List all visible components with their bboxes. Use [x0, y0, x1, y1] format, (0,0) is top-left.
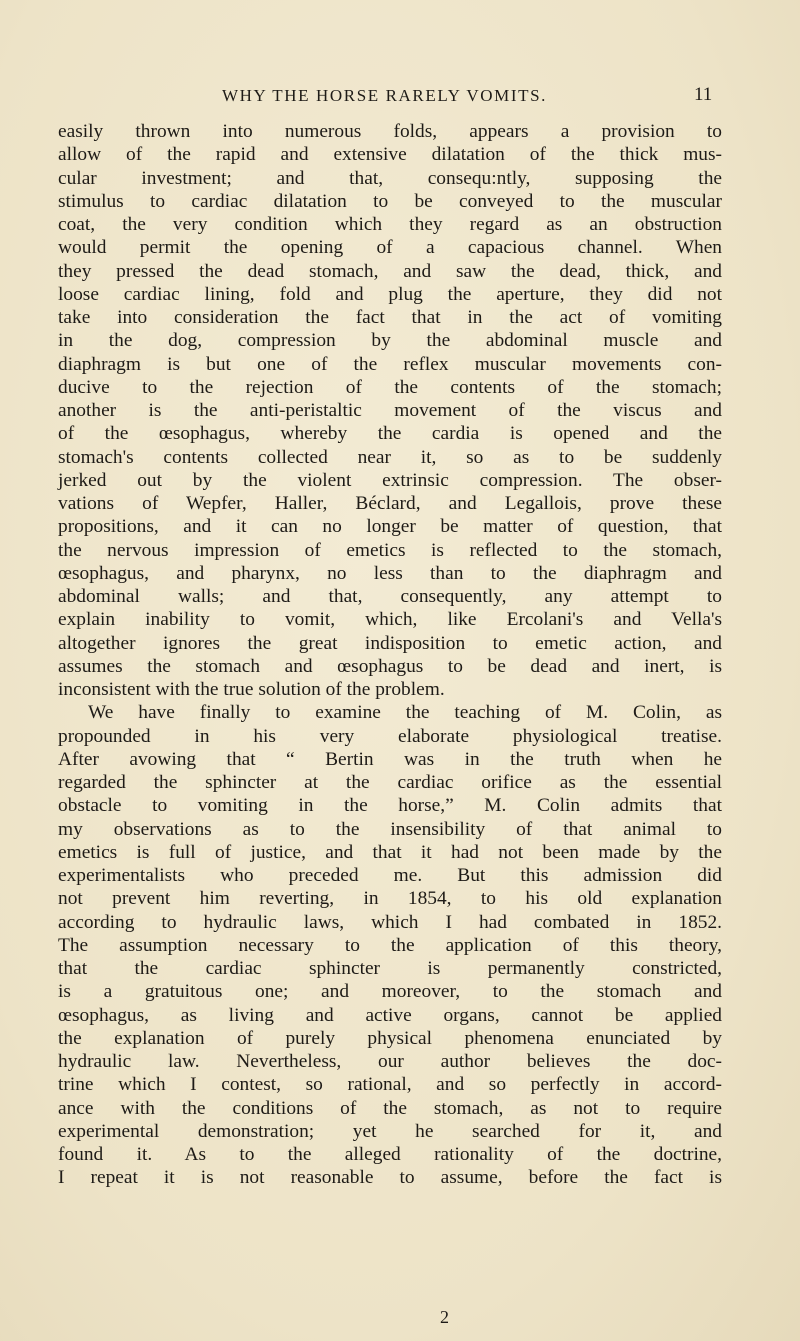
- paragraph-end-line: inconsistent with the true solution of the problem.: [58, 679, 445, 700]
- page-number: 11: [694, 84, 713, 105]
- text-line: altogether ignores the great indisposition to emetic action, and: [58, 632, 722, 654]
- text-line: propositions, and it can no longer be matter of question, that: [58, 516, 722, 538]
- text-line: cular investment; and that, consequ:ntly, supposing the: [58, 167, 722, 189]
- text-line: allow of the rapid and extensive dilatation of the thick mus-: [58, 144, 722, 166]
- text-line: they pressed the dead stomach, and saw the dead, thick, and: [58, 260, 722, 282]
- text-line: stomach's contents collected near it, so as to be suddenly: [58, 446, 722, 468]
- text-line: emetics is full of justice, and that it had not been made by the: [58, 841, 722, 863]
- text-line: diaphragm is but one of the reflex muscular movements con-: [58, 353, 722, 375]
- text-line: experimental demonstration; yet he searched for it, and: [58, 1120, 722, 1142]
- text-line: according to hydraulic laws, which I had combated in 1852.: [58, 911, 722, 933]
- text-line: After avowing that “ Bertin was in the truth when he: [58, 748, 722, 770]
- text-line: propounded in his very elaborate physiological treatise.: [58, 725, 722, 747]
- text-line: the nervous impression of emetics is reflected to the stomach,: [58, 539, 722, 561]
- text-line: jerked out by the violent extrinsic compression. The obser-: [58, 469, 722, 491]
- running-title: WHY THE HORSE RARELY VOMITS.: [222, 86, 548, 105]
- text-line: found it. As to the alleged rationality of the doctrine,: [58, 1144, 722, 1165]
- text-line: stimulus to cardiac dilatation to be conveyed to the muscular: [58, 190, 722, 212]
- running-head: [0, 86, 800, 110]
- text-line: not prevent him reverting, in 1854, to his old explanation: [58, 888, 722, 910]
- text-line: loose cardiac lining, fold and plug the aperture, they did not: [58, 283, 722, 305]
- text-line: is a gratuitous one; and moreover, to the stomach and: [58, 981, 722, 1003]
- text-line: abdominal walls; and that, consequently, any attempt to: [58, 586, 722, 607]
- text-line: easily thrown into numerous folds, appears a provision to: [58, 121, 722, 142]
- text-line: that the cardiac sphincter is permanently constricted,: [58, 958, 722, 979]
- text-line: coat, the very condition which they regard as an obstruction: [58, 214, 722, 235]
- text-line: would permit the opening of a capacious channel. When: [58, 237, 722, 259]
- text-line: vations of Wepfer, Haller, Béclard, and Legallois, prove these: [58, 493, 722, 514]
- text-line: my observations as to the insensibility of that animal to: [58, 818, 722, 840]
- text-line: obstacle to vomiting in the horse,” M. Colin admits that: [58, 795, 722, 817]
- body-text: [58, 120, 722, 1190]
- text-line: the explanation of purely physical phenomena enunciated by: [58, 1027, 722, 1049]
- text-line: take into consideration the fact that in the act of vomiting: [58, 307, 722, 328]
- text-line: regarded the sphincter at the cardiac orifice as the essential: [58, 772, 722, 793]
- text-line: trine which I contest, so rational, and so perfectly in accord-: [58, 1074, 722, 1096]
- text-line: ducive to the rejection of the contents of the stomach;: [58, 376, 722, 398]
- text-line: ance with the conditions of the stomach, as not to require: [58, 1097, 722, 1119]
- signature-mark: 2: [440, 1307, 449, 1327]
- text-line: experimentalists who preceded me. But this admission did: [58, 865, 722, 886]
- text-line: The assumption necessary to the application of this theory,: [58, 934, 722, 956]
- text-line: assumes the stomach and œsophagus to be dead and inert, is: [58, 655, 722, 677]
- text-line: of the œsophagus, whereby the cardia is opened and the: [58, 423, 722, 445]
- text-line: hydraulic law. Nevertheless, our author believes the doc-: [58, 1051, 722, 1072]
- text-line: another is the anti-peristaltic movement of the viscus and: [58, 400, 722, 421]
- text-line: œsophagus, as living and active organs, cannot be applied: [58, 1004, 722, 1026]
- text-line: explain inability to vomit, which, like Ercolani's and Vella's: [58, 609, 722, 631]
- text-line: œsophagus, and pharynx, no less than to the diaphragm and: [58, 562, 722, 584]
- paragraph-start-line: We have finally to examine the teaching of M. Colin, as: [88, 702, 722, 724]
- text-line: I repeat it is not reasonable to assume, before the fact is: [58, 1167, 722, 1189]
- text-line: in the dog, compression by the abdominal muscle and: [58, 330, 722, 352]
